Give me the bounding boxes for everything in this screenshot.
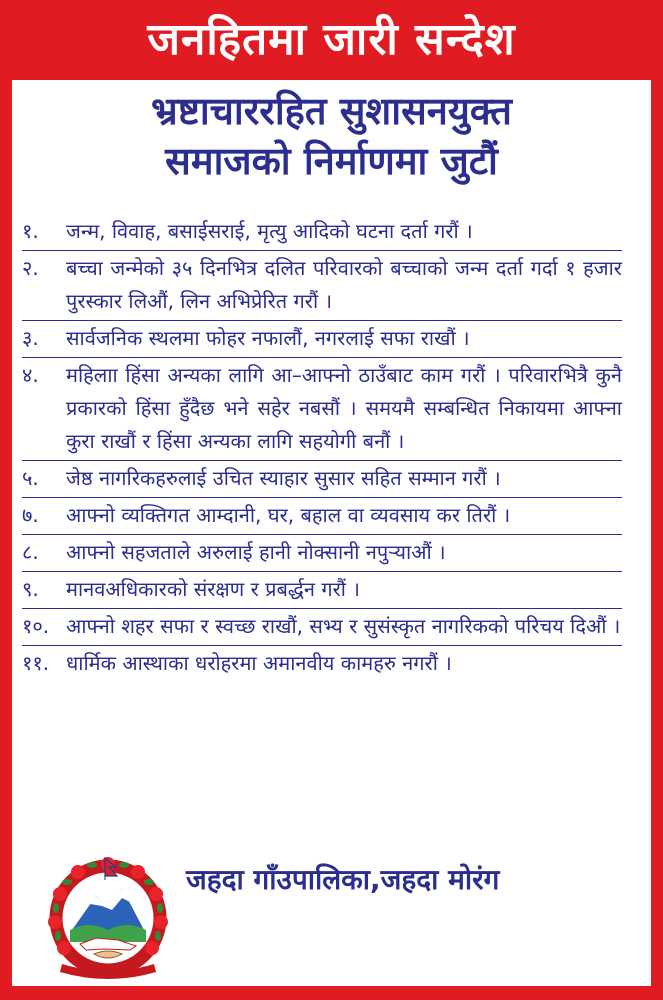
divider <box>22 608 622 609</box>
item-text: जन्म, विवाह, बसाईसराई, मृत्यु आदिको घटना दर्ता गरौं । <box>66 219 473 243</box>
item-text: आफ्नो सहजताले अरुलाई हानी नोक्सानी नपुर्‍याऔं । <box>66 540 446 564</box>
list-item <box>22 215 622 248</box>
item-number: १०. <box>22 614 50 638</box>
item-text: मानवअधिकारको संरक्षण र प्रबर्द्धन गरौं । <box>66 577 360 601</box>
divider <box>22 250 622 251</box>
page-title: जनहितमा जारी सन्देश <box>147 14 516 65</box>
list-item <box>22 462 622 495</box>
list-item <box>22 573 622 606</box>
item-text: आफ्नो व्यक्तिगत आम्दानी, घर, बहाल वा व्यवसाय कर तिरौं । <box>66 503 511 527</box>
item-number: ९. <box>22 577 39 601</box>
divider <box>22 320 622 321</box>
nepal-emblem-icon <box>38 852 178 982</box>
divider <box>22 534 622 535</box>
item-text: धार्मिक आस्थाका धरोहरमा अमानवीय कामहरु नगरौं । <box>66 651 452 675</box>
item-number: ११. <box>22 651 50 675</box>
list-item <box>22 610 622 643</box>
item-number: १. <box>22 219 39 243</box>
item-number: २. <box>22 256 39 280</box>
list-item <box>22 252 622 318</box>
list-item <box>22 322 622 355</box>
item-number: ८. <box>22 540 39 564</box>
divider <box>22 497 622 498</box>
list-item <box>22 359 622 458</box>
divider <box>22 645 622 646</box>
divider <box>22 460 622 461</box>
item-text: महिलाा हिंसा अन्यका लागि आ–आफ्नो ठाउँबाट काम गरौं । परिवारभित्रै कुनै प्रकारको हिंसा हुँदैछ भने सहेर नबसौं । समयमै सम्बन्धित निकायमा आफ्ना कुरा राखौं र हिंसा अन्यका लागि सहयोगी बनौं । <box>66 363 622 453</box>
message-list <box>22 215 622 680</box>
organization-name: जहदा गाँउपालिका,जहदा मोरंग <box>186 863 500 896</box>
item-text: आफ्नो शहर सफा र स्वच्छ राखौं, सभ्य र सुसंस्कृत नागरिकको परिचय दिऔं । <box>66 614 621 638</box>
list-item <box>22 536 622 569</box>
item-text: सार्वजनिक स्थलमा फोहर नफालौं, नगरलाई सफा राखौं । <box>66 326 470 350</box>
subtitle-line-1: भ्रष्टाचाररहित सुशासनयुक्त <box>151 89 512 133</box>
divider <box>22 357 622 358</box>
item-number: ५. <box>22 466 39 490</box>
header-banner <box>0 0 663 80</box>
item-text: बच्चा जन्मेको ३५ दिनभित्र दलित परिवारको बच्चाको जन्म दर्ता गर्दा १ हजार पुरस्कार लिऔं, लिन अभिप्रेरित गरौं । <box>66 256 622 313</box>
item-number: ४. <box>22 363 39 387</box>
list-item <box>22 647 622 680</box>
subtitle <box>12 86 651 186</box>
item-number: ३. <box>22 326 39 350</box>
divider <box>22 571 622 572</box>
item-text: जेष्ठ नागरिकहरुलाई उचित स्याहार सुसार सहित सम्मान गरौं । <box>66 466 501 490</box>
subtitle-line-2: समाजको निर्माणमा जुटौं <box>165 139 498 183</box>
handshake-icon <box>94 951 122 958</box>
item-number: ७. <box>22 503 39 527</box>
list-item <box>22 499 622 532</box>
